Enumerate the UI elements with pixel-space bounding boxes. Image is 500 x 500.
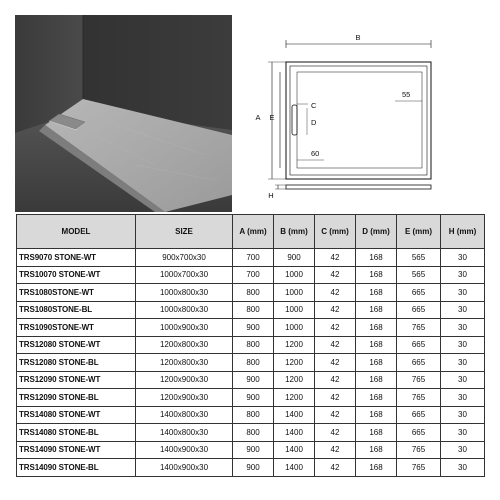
cell-size: 1000x700x30: [136, 266, 233, 284]
cell-h: 30: [441, 389, 485, 407]
cell-h: 30: [441, 424, 485, 442]
table-row: [17, 389, 485, 407]
header-size: SIZE: [136, 215, 233, 249]
shower-tray-image: [15, 15, 232, 212]
table-row: [17, 371, 485, 389]
cell-model: TRS1090STONE-WT: [17, 319, 136, 337]
cell-e: 665: [397, 336, 441, 354]
tray-outline: [286, 62, 431, 179]
label-a: A: [255, 113, 261, 122]
cell-a: 800: [233, 354, 274, 372]
cell-model: TRS14080 STONE-WT: [17, 406, 136, 424]
cell-e: 565: [397, 266, 441, 284]
cell-size: 1400x800x30: [136, 406, 233, 424]
table-row: [17, 424, 485, 442]
cell-size: 1400x900x30: [136, 441, 233, 459]
cell-model: TRS1080STONE-WT: [17, 284, 136, 302]
cell-size: 1200x800x30: [136, 336, 233, 354]
table-row: [17, 301, 485, 319]
cell-c: 42: [315, 249, 356, 267]
cell-model: TRS14090 STONE-WT: [17, 441, 136, 459]
cell-h: 30: [441, 284, 485, 302]
cell-model: TRS10070 STONE-WT: [17, 266, 136, 284]
cell-b: 1400: [274, 459, 315, 477]
cell-d: 168: [356, 406, 397, 424]
table-row: [17, 266, 485, 284]
cell-a: 800: [233, 284, 274, 302]
cell-d: 168: [356, 424, 397, 442]
cell-a: 800: [233, 301, 274, 319]
cell-size: 1000x800x30: [136, 301, 233, 319]
table-row: [17, 441, 485, 459]
cell-model: TRS14080 STONE-BL: [17, 424, 136, 442]
cell-size: 1400x900x30: [136, 459, 233, 477]
label-b: B: [355, 33, 361, 42]
table-body: [17, 249, 485, 477]
cell-e: 765: [397, 459, 441, 477]
cell-e: 565: [397, 249, 441, 267]
cell-h: 30: [441, 266, 485, 284]
cell-e: 765: [397, 389, 441, 407]
cell-c: 42: [315, 336, 356, 354]
cell-b: 1000: [274, 319, 315, 337]
cell-d: 168: [356, 336, 397, 354]
cell-b: 1200: [274, 389, 315, 407]
cell-a: 800: [233, 336, 274, 354]
cell-e: 765: [397, 441, 441, 459]
cell-b: 900: [274, 249, 315, 267]
header-e: E (mm): [397, 215, 441, 249]
dimension-diagram: [245, 15, 495, 212]
table-row: [17, 336, 485, 354]
cell-a: 900: [233, 319, 274, 337]
cell-b: 1400: [274, 441, 315, 459]
cell-a: 800: [233, 424, 274, 442]
cell-size: 1200x900x30: [136, 389, 233, 407]
cell-h: 30: [441, 354, 485, 372]
cell-c: 42: [315, 371, 356, 389]
table-row: [17, 319, 485, 337]
cell-a: 800: [233, 406, 274, 424]
cell-c: 42: [315, 406, 356, 424]
cell-size: 1000x800x30: [136, 284, 233, 302]
cell-h: 30: [441, 301, 485, 319]
cell-c: 42: [315, 284, 356, 302]
header-d: D (mm): [356, 215, 397, 249]
cell-d: 168: [356, 354, 397, 372]
cell-d: 168: [356, 441, 397, 459]
cell-c: 42: [315, 301, 356, 319]
cell-size: 1200x900x30: [136, 371, 233, 389]
cell-size: 900x700x30: [136, 249, 233, 267]
cell-size: 1200x800x30: [136, 354, 233, 372]
cell-a: 900: [233, 441, 274, 459]
label-55: 55: [402, 90, 411, 99]
cell-b: 1200: [274, 354, 315, 372]
cell-a: 900: [233, 371, 274, 389]
cell-d: 168: [356, 389, 397, 407]
cell-h: 30: [441, 336, 485, 354]
cell-d: 168: [356, 371, 397, 389]
cell-e: 665: [397, 354, 441, 372]
cell-c: 42: [315, 389, 356, 407]
cell-d: 168: [356, 301, 397, 319]
header-h: H (mm): [441, 215, 485, 249]
cell-b: 1200: [274, 371, 315, 389]
cell-model: TRS12090 STONE-BL: [17, 389, 136, 407]
cell-size: 1000x900x30: [136, 319, 233, 337]
cell-model: TRS9070 STONE-WT: [17, 249, 136, 267]
label-60: 60: [311, 149, 320, 158]
cell-a: 700: [233, 249, 274, 267]
drain-channel: [292, 105, 297, 135]
cell-b: 1400: [274, 406, 315, 424]
table-row: [17, 406, 485, 424]
technical-drawing: [245, 15, 495, 212]
header-b: B (mm): [274, 215, 315, 249]
label-c: C: [311, 101, 317, 110]
product-photo: [15, 15, 232, 212]
cell-b: 1000: [274, 301, 315, 319]
tray-profile: [286, 185, 431, 189]
label-d: D: [311, 118, 317, 127]
cell-c: 42: [315, 459, 356, 477]
label-e: E: [269, 113, 275, 122]
table-header-row: [17, 215, 485, 249]
cell-model: TRS12080 STONE-WT: [17, 336, 136, 354]
cell-d: 168: [356, 284, 397, 302]
cell-size: 1400x800x30: [136, 424, 233, 442]
cell-b: 1000: [274, 284, 315, 302]
spec-table: [16, 214, 485, 477]
cell-h: 30: [441, 406, 485, 424]
cell-e: 765: [397, 319, 441, 337]
cell-e: 665: [397, 301, 441, 319]
table-row: [17, 284, 485, 302]
table-row: [17, 249, 485, 267]
cell-c: 42: [315, 266, 356, 284]
cell-c: 42: [315, 354, 356, 372]
cell-c: 42: [315, 319, 356, 337]
table-row: [17, 459, 485, 477]
cell-model: TRS1080STONE-BL: [17, 301, 136, 319]
cell-e: 665: [397, 406, 441, 424]
cell-a: 900: [233, 459, 274, 477]
cell-model: TRS14090 STONE-BL: [17, 459, 136, 477]
cell-b: 1400: [274, 424, 315, 442]
cell-d: 168: [356, 266, 397, 284]
table-row: [17, 354, 485, 372]
label-h: H: [268, 191, 274, 200]
cell-h: 30: [441, 441, 485, 459]
cell-a: 700: [233, 266, 274, 284]
cell-h: 30: [441, 249, 485, 267]
cell-h: 30: [441, 459, 485, 477]
cell-model: TRS12080 STONE-BL: [17, 354, 136, 372]
cell-b: 1200: [274, 336, 315, 354]
cell-e: 765: [397, 371, 441, 389]
cell-a: 900: [233, 389, 274, 407]
cell-d: 168: [356, 459, 397, 477]
cell-e: 665: [397, 284, 441, 302]
cell-b: 1000: [274, 266, 315, 284]
header-a: A (mm): [233, 215, 274, 249]
cell-h: 30: [441, 319, 485, 337]
cell-c: 42: [315, 441, 356, 459]
header-c: C (mm): [315, 215, 356, 249]
cell-c: 42: [315, 424, 356, 442]
cell-d: 168: [356, 249, 397, 267]
header-model: MODEL: [17, 215, 136, 249]
cell-d: 168: [356, 319, 397, 337]
cell-h: 30: [441, 371, 485, 389]
cell-e: 665: [397, 424, 441, 442]
cell-model: TRS12090 STONE-WT: [17, 371, 136, 389]
